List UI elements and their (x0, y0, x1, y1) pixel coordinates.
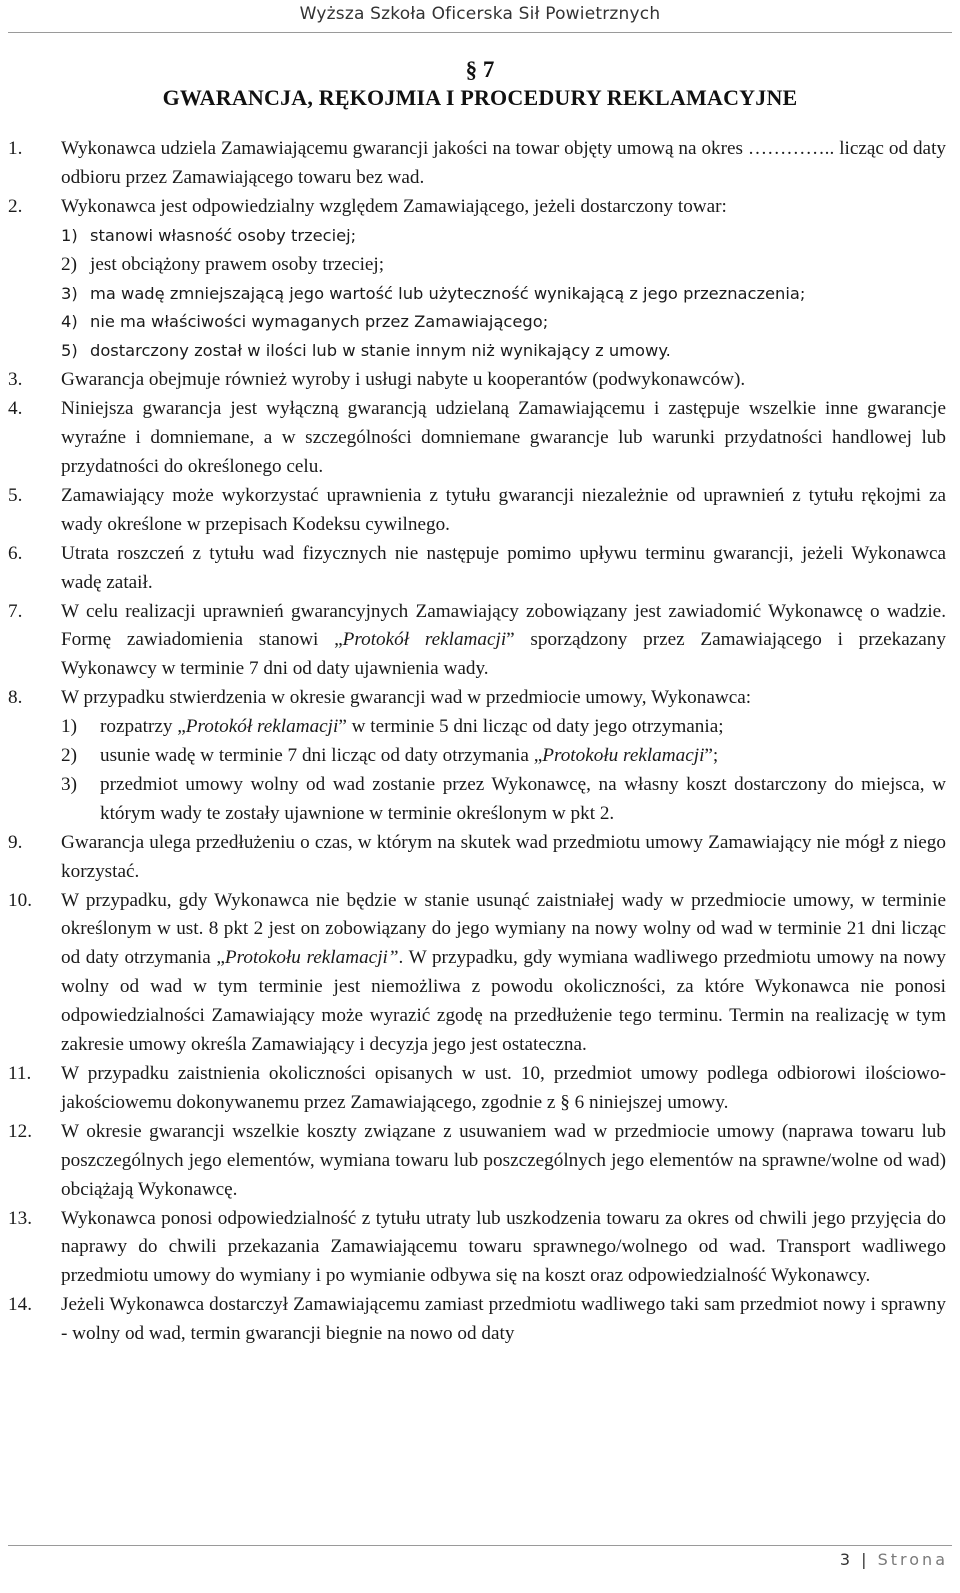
paragraph-text: Wykonawca udziela Zamawiającemu gwarancji jakości na towar objęty umową na okres ………….. licząc od daty odbioru przez Zamawiającego towaru bez wad. (61, 138, 946, 188)
list-item-text: nie ma właściwości wymaganych przez Zamawiającego; (90, 312, 549, 332)
paragraph-text: Niniejsza gwarancja jest wyłączną gwarancją udzielaną Zamawiającemu i zastępuje wszelkie inne gwarancje wyraźne i domniemane, a w szczególności domniemane gwarancje lub warunki przydatności handlowej lub przydatności do określonego celu. (61, 398, 946, 477)
paragraph-2 (8, 193, 946, 222)
document-body (8, 135, 946, 1349)
paragraph-text: W przypadku zaistnienia okoliczności opisanych w ust. 10, przedmiot umowy podlega odbiorowi ilościowo-jakościowemu dokonywanemu przez Zamawiającego, zgodnie z § 6 niniejszej umowy. (61, 1063, 946, 1113)
paragraph-number: 12. (8, 1120, 32, 1142)
list-item-number: 3) (61, 283, 78, 303)
protocol-name: Protokół reklamacji (342, 629, 507, 651)
list-item (8, 222, 946, 251)
page-word: Strona (877, 1550, 948, 1569)
footer-separator: | (861, 1550, 870, 1569)
paragraph-text: Utrata roszczeń z tytułu wad fizycznych nie następuje pomimo upływu terminu gwarancji, jeżeli Wykonawca wadę zataił. (61, 542, 946, 593)
paragraph-text-a: W przypadku, gdy Wykonawca nie będzie w stanie usunąć zaistniałej wady w przedmiocie umowy, w terminie określonym w ust. 8 pkt 2 jest on zobowiązany do jego wymiany na nowy wolny od wad w terminie 21 dni licząc od daty otrzymania „ (61, 889, 946, 969)
protocol-name: Protokołu reklamacji” (224, 947, 399, 969)
list-item-number: 4) (61, 312, 78, 332)
paragraph-12 (8, 1118, 946, 1205)
paragraph-number: 4. (8, 398, 23, 420)
list-item-text: jest obciążony prawem osoby trzeciej; (90, 253, 385, 275)
paragraph-text-b: . W przypadku, gdy wymiana wadliwego przedmiotu umowy na nowy wolny od wad w tym terminie jest niemożliwa z powodu okoliczności, za które Wykonawca nie ponosi odpowiedzialności Zamawiający może wyrazić zgodę na przedłużenie tego terminu. Termin na realizację w tym zakresie umowy określa Zamawiający i decyzja jego jest ostateczna. (61, 947, 946, 1056)
paragraph-number: 10. (8, 889, 32, 911)
paragraph-number: 1. (8, 138, 23, 159)
header-title: Wyższa Szkoła Oficerska Sił Powietrznych (299, 4, 661, 24)
page-number: 3 (839, 1550, 854, 1569)
paragraph-6 (8, 540, 946, 598)
paragraph-text: W okresie gwarancji wszelkie koszty związane z usuwaniem wad w przedmiocie umowy (naprawa towaru lub poszczególnych jego elementów, wymiana towaru lub poszczególnych jego elementów na sprawne/wolne od wad) obciążają Wykonawcę. (61, 1120, 946, 1200)
paragraph-4 (8, 395, 946, 482)
paragraph-text: Gwarancja obejmuje również wyroby i usługi nabyte u kooperantów (podwykonawców). (61, 369, 746, 391)
list-item (8, 280, 946, 309)
list-item (8, 251, 946, 280)
section-title: GWARANCJA, RĘKOJMIA I PROCEDURY REKLAMACYJNE (162, 85, 798, 110)
paragraph-number: 5. (8, 484, 23, 506)
protocol-name: Protokół reklamacji (185, 716, 339, 738)
list-item-number: 1) (61, 225, 78, 245)
paragraph-number: 2. (8, 195, 23, 217)
paragraph-text: Wykonawca jest odpowiedzialny względem Zamawiającego, jeżeli dostarczony towar: (61, 195, 727, 217)
list-item (8, 713, 946, 742)
list-item-text: dostarczony został w ilości lub w stanie innym niż wynikający z umowy. (90, 341, 671, 361)
list-item (8, 337, 946, 366)
list-item (8, 742, 946, 771)
paragraph-text-b: ” sporządzony przez Zamawiającego i przekazany Wykonawcy w terminie 7 dni od daty ujawnienia wady. (61, 629, 946, 680)
paragraph-9 (8, 829, 946, 887)
paragraph-number: 9. (8, 831, 23, 853)
paragraph-5 (8, 482, 946, 540)
list-item-text-b: ”; (704, 745, 719, 767)
section-number: § 7 (465, 57, 495, 82)
paragraph-text: W przypadku stwierdzenia w okresie gwarancji wad w przedmiocie umowy, Wykonawca: (61, 687, 752, 709)
paragraph-text-a: W celu realizacji uprawnień gwarancyjnych Zamawiający zobowiązany jest zawiadomić Wykonawcę o wadzie. Formę zawiadomienia stanowi „ (61, 600, 946, 651)
paragraph-number: 13. (8, 1207, 32, 1229)
paragraph-number: 8. (8, 687, 23, 709)
paragraph-text: Zamawiający może wykorzystać uprawnienia z tytułu gwarancji niezależnie od uprawnień z tytułu rękojmi za wady określone w przepisach Kodeksu cywilnego. (61, 484, 946, 535)
page-footer (840, 1550, 948, 1569)
paragraph-number: 6. (8, 542, 23, 564)
paragraph-14 (8, 1291, 946, 1349)
paragraph-number: 7. (8, 600, 23, 622)
paragraph-13 (8, 1205, 946, 1292)
list-item-text-b: ” w terminie 5 dni licząc od daty jego otrzymania; (338, 716, 724, 738)
list-item-text-a: usunie wadę w terminie 7 dni licząc od daty otrzymania „ (100, 745, 543, 767)
page-header (0, 0, 960, 36)
list-item-number: 3) (61, 773, 77, 795)
paragraph-1 (8, 135, 946, 193)
list-item (8, 771, 946, 829)
protocol-name: Protokołu reklamacji (542, 745, 705, 767)
paragraph-number: 11. (8, 1063, 32, 1084)
paragraph-text: Wykonawca ponosi odpowiedzialność z tytułu utraty lub uszkodzenia towaru za okres od chwili jego przyjęcia do naprawy do chwili przekazania Zamawiającemu towaru sprawnego/wolnego od wad. Transport wadliwego przedmiotu umowy do wymiany i po wymianie odbywa się na koszt oraz odpowiedzialność Wykonawcy. (61, 1207, 946, 1287)
list-item-text-a: rozpatrzy „ (100, 716, 186, 738)
paragraph-3 (8, 366, 946, 395)
paragraph-number: 14. (8, 1294, 32, 1316)
paragraph-8 (8, 684, 946, 713)
list-item (8, 308, 946, 337)
header-divider (8, 32, 952, 33)
paragraph-7 (8, 598, 946, 685)
list-item-number: 1) (61, 716, 77, 738)
paragraph-10 (8, 887, 946, 1060)
paragraph-number: 3. (8, 369, 23, 391)
paragraph-text: Gwarancja ulega przedłużeniu o czas, w którym na skutek wad przedmiotu umowy Zamawiający nie mógł z niego korzystać. (61, 831, 946, 882)
list-item-text: przedmiot umowy wolny od wad zostanie przez Wykonawcę, na własny koszt dostarczony do miejsca, w którym wady te zostały ujawnione w terminie określonym w pkt 2. (100, 773, 946, 824)
list-item-number: 2) (61, 745, 77, 767)
list-item-text: ma wadę zmniejszającą jego wartość lub użyteczność wynikającą z jego przeznaczenia; (90, 283, 806, 303)
list-item-text: stanowi własność osoby trzeciej; (90, 225, 357, 245)
list-item-number: 5) (61, 341, 78, 361)
list-item-number: 2) (61, 253, 77, 275)
footer-divider (8, 1545, 952, 1546)
paragraph-11 (8, 1060, 946, 1118)
paragraph-text: Jeżeli Wykonawca dostarczył Zamawiającemu zamiast przedmiotu wadliwego taki sam przedmiot nowy i sprawny - wolny od wad, termin gwarancji biegnie na nowo od daty (61, 1294, 946, 1345)
